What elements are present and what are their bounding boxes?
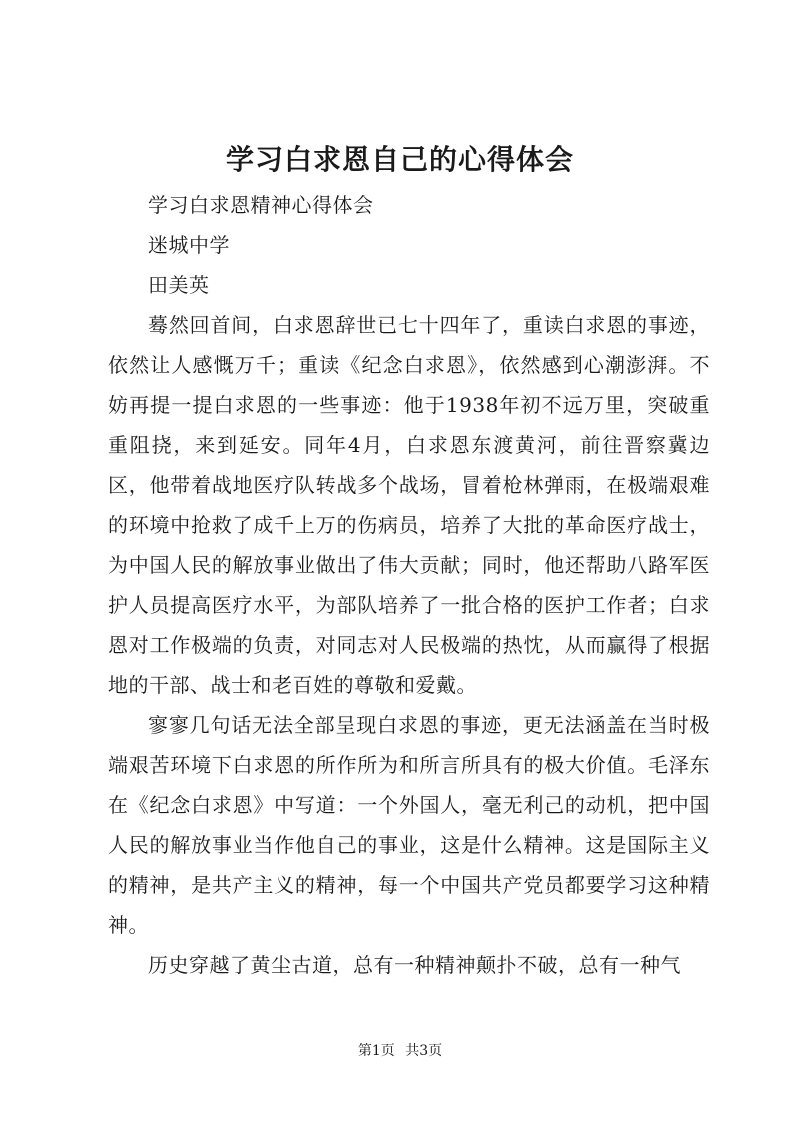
page-footer [0,1041,800,1061]
paragraph-1: 蓦然回首间，白求恩辞世已七十四年了，重读白求恩的事迹，依然让人感慨万千；重读《纪念白求恩》，依然感到心潮澎湃。不妨再提一提白求恩的一些事迹：他于1938年初不远万里，突破重重阻挠，来到延安。同年4月，白求恩东渡黄河，前往晋察冀边区，他带着战地医疗队转战多个战场，冒着枪林弹雨，在极端艰难的环境中抢救了成千上万的伤病员，培养了大批的革命医疗战士，为中国人民的解放事业做出了伟大贡献；同时，他还帮助八路军医护人员提高医疗水平，为部队培养了一批合格的医护工作者；白求恩对工作极端的负责，对同志对人民极端的热忱，从而赢得了根据地的干部、战士和老百姓的尊敬和爱戴。 [108,313,710,697]
author-name: 田美英 [148,273,210,297]
school-name: 迷城中学 [148,233,230,257]
paragraph-3: 历史穿越了黄尘古道，总有一种精神颠扑不破，总有一种气 [148,953,681,977]
page-total: 共3页 [405,1043,443,1059]
document-body [108,185,710,985]
paragraph-2: 寥寥几句话无法全部呈现白求恩的事迹，更无法涵盖在当时极端艰苦环境下白求恩的所作所为和所言所具有的极大价值。毛泽东在《纪念白求恩》中写道：一个外国人，毫无利己的动机，把中国人民的解放事业当作他自己的事业，这是什么精神。这是国际主义的精神，是共产主义的精神，每一个中国共产党员都要学习这种精神。 [108,713,710,937]
page-number: 第1页 [357,1043,395,1059]
document-subtitle: 学习白求恩精神心得体会 [148,193,374,217]
document-title: 学习白求恩自己的心得体会 [225,143,574,176]
